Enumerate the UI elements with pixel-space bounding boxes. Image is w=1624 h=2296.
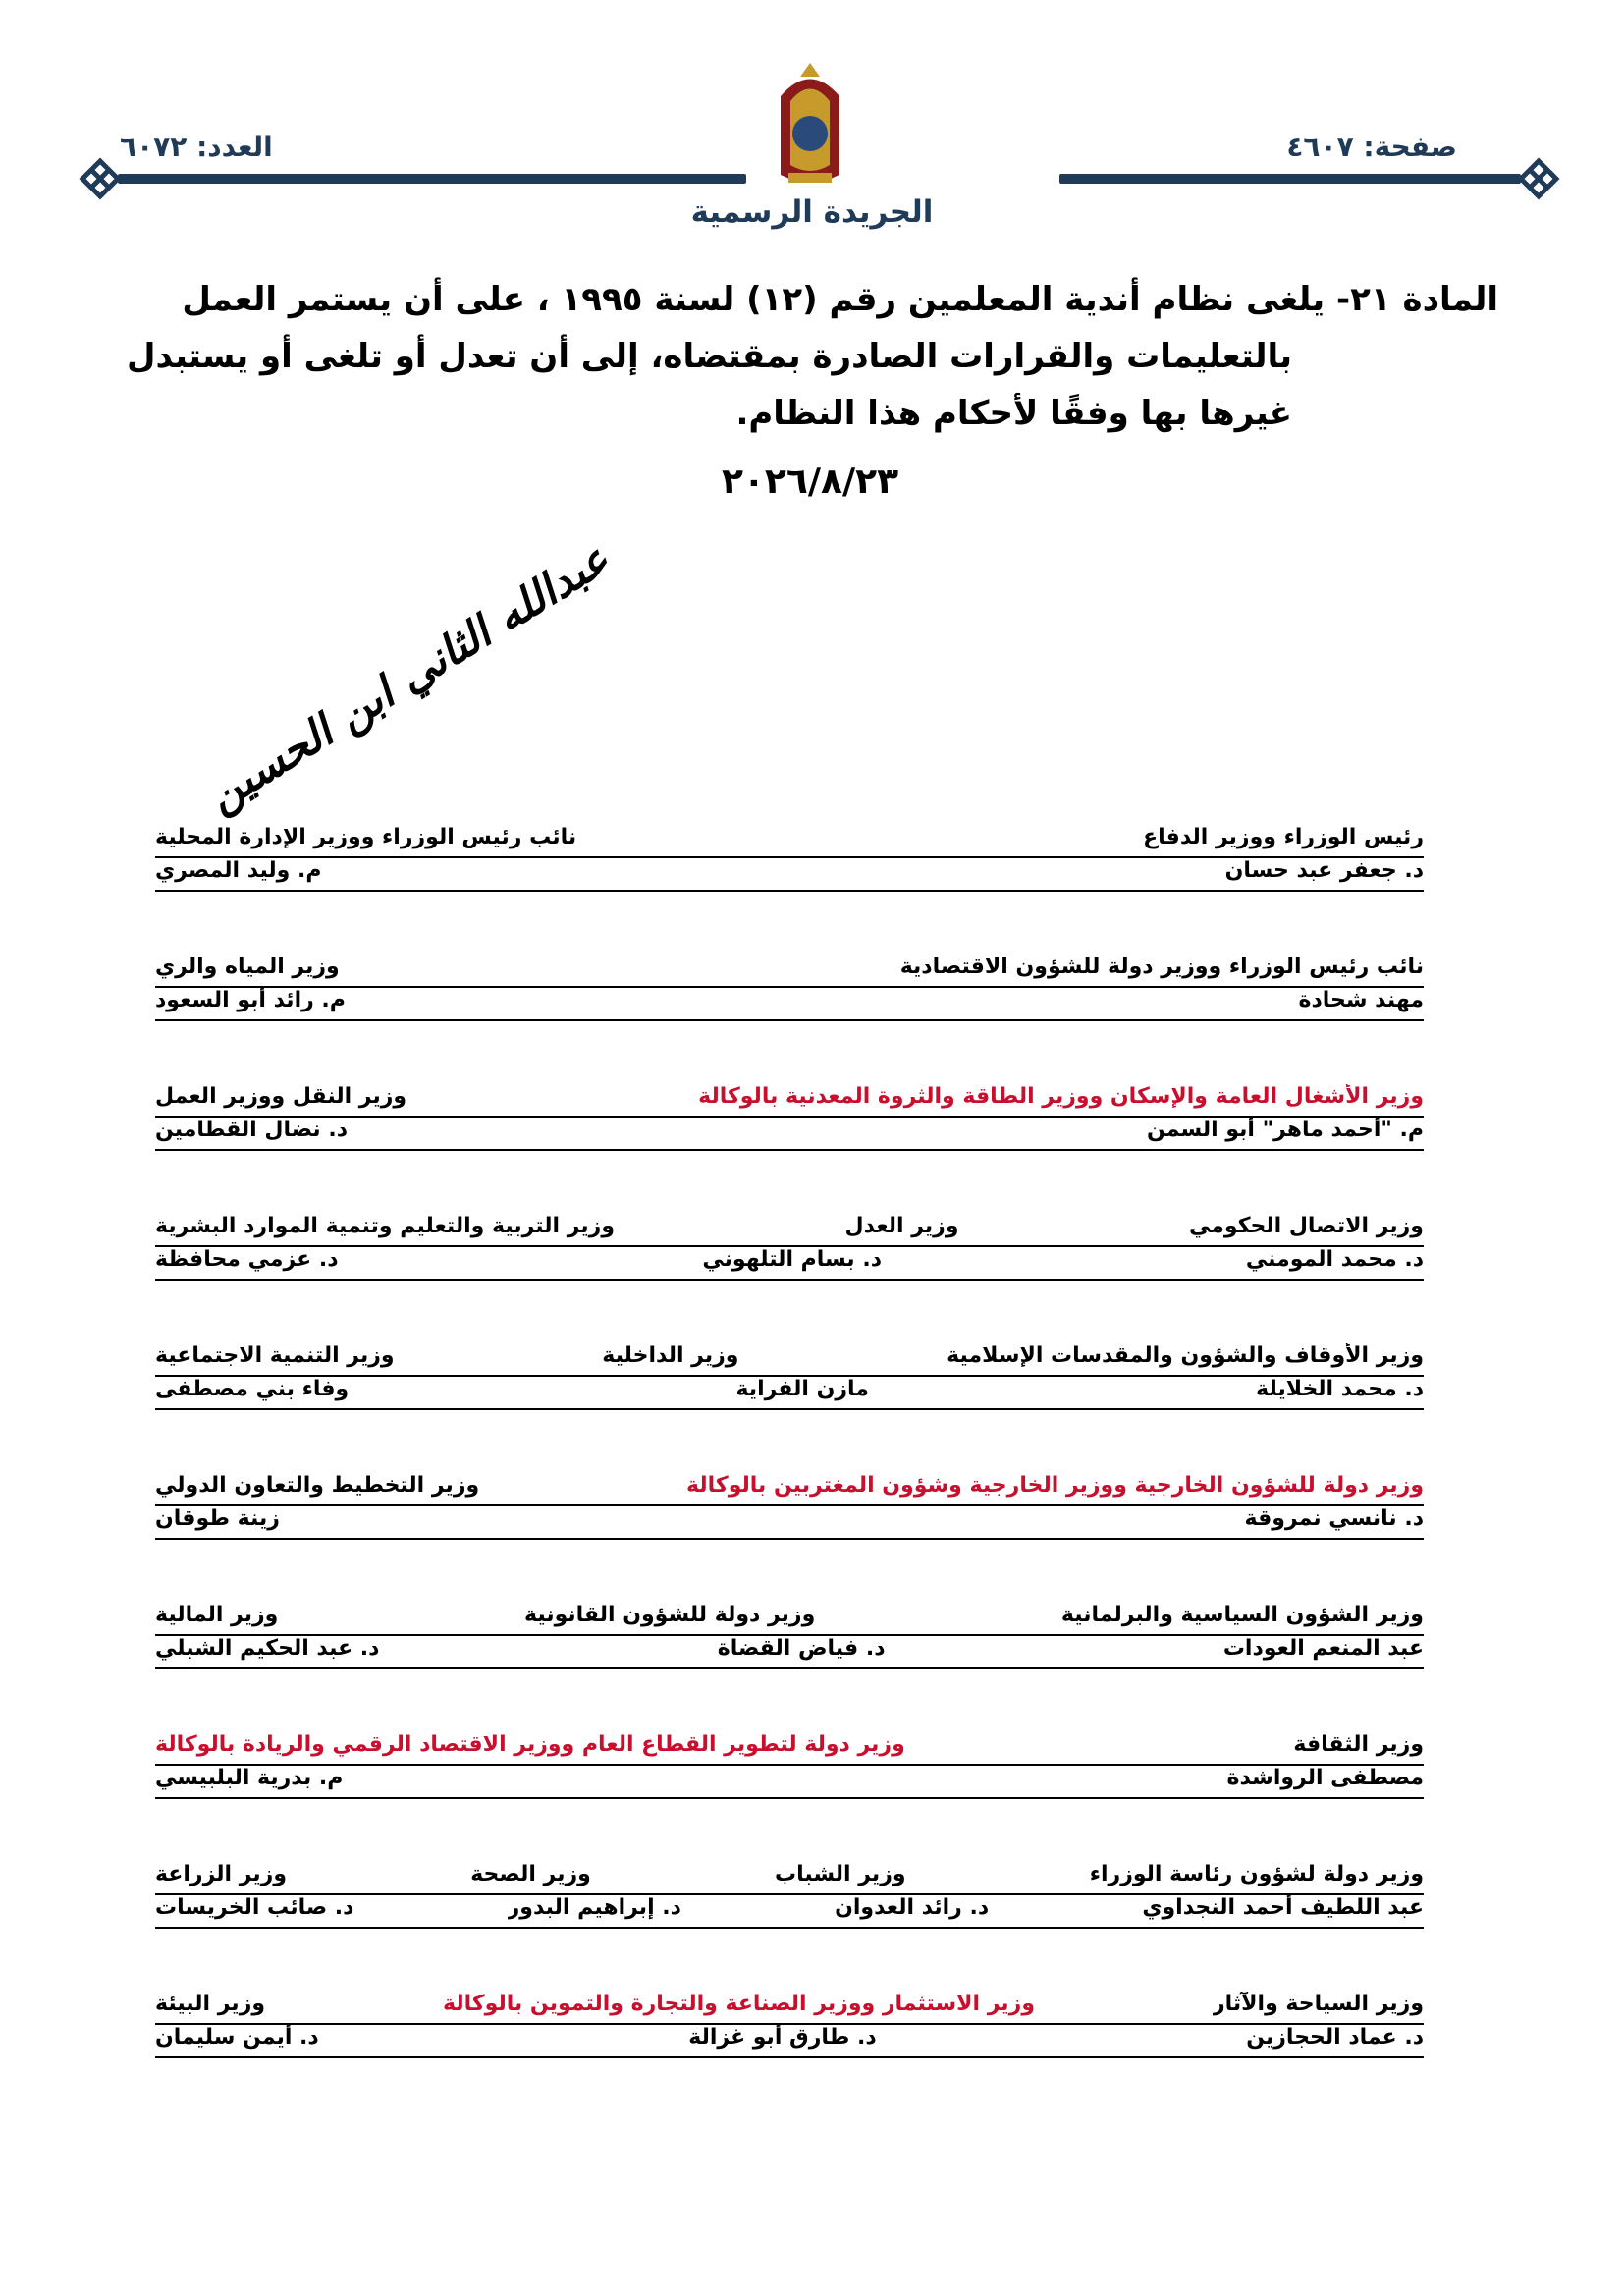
minister-name: د. أيمن سليمان [155, 2025, 319, 2050]
minister-names [155, 858, 1424, 892]
minister-titles [155, 1862, 1424, 1895]
minister-names [155, 1636, 1424, 1669]
minister-title: وزير السياحة والآثار [1212, 1992, 1424, 2016]
minister-title: وزير الشباب [775, 1862, 906, 1886]
minister-name: د. صائب الخريسات [155, 1895, 354, 1920]
minister-title: وزير التنمية الاجتماعية [155, 1343, 395, 1368]
minister-name: د. طارق أبو غزالة [688, 2025, 877, 2050]
minister-title: رئيس الوزراء ووزير الدفاع [1143, 825, 1424, 849]
minister-names [155, 1118, 1424, 1151]
minister-name: د. عبد الحكيم الشبلي [155, 1636, 380, 1661]
minister-names [155, 1895, 1424, 1929]
minister-title: وزير دولة للشؤون القانونية [524, 1603, 816, 1627]
minister-title: وزير دولة لتطوير القطاع العام ووزير الاقتصاد الرقمي والريادة بالوكالة [155, 1732, 905, 1757]
page-number: صفحة: ٤٦٠٧ [1286, 131, 1457, 163]
minister-name: عبد اللطيف أحمد النجداوي [1142, 1895, 1424, 1920]
minister-name: د. نانسي نمروقة [1244, 1506, 1424, 1531]
minister-title: وزير الأشغال العامة والإسكان ووزير الطاقة والثروة المعدنية بالوكالة [698, 1084, 1424, 1109]
minister-title: وزير دولة للشؤون الخارجية ووزير الخارجية وشؤون المغتربين بالوكالة [686, 1473, 1424, 1498]
gazette-title: الجريدة الرسمية [690, 194, 934, 230]
minister-name: د. فياض القضاة [717, 1636, 886, 1661]
minister-title: وزير الداخلية [602, 1343, 739, 1368]
minister-row [155, 1084, 1424, 1151]
minister-titles [155, 1343, 1424, 1377]
header-rule-right [1059, 174, 1521, 184]
minister-title: وزير الصحة [470, 1862, 591, 1886]
minister-titles [155, 1084, 1424, 1118]
minister-title: وزير المالية [155, 1603, 279, 1627]
minister-title: وزير الشؤون السياسية والبرلمانية [1060, 1603, 1424, 1627]
minister-name: زينة طوقان [155, 1506, 280, 1531]
minister-title: وزير الزراعة [155, 1862, 288, 1886]
minister-row [155, 955, 1424, 1021]
minister-titles [155, 1214, 1424, 1247]
minister-titles [155, 1992, 1424, 2025]
page-header [0, 0, 1624, 255]
issue-number: العدد: ٦٠٧٢ [120, 131, 273, 163]
decree-date: ٢٠٢٦/٨/٢٣ [721, 462, 899, 502]
minister-names [155, 1377, 1424, 1410]
minister-titles [155, 1473, 1424, 1506]
minister-name: د. محمد الخلايلة [1256, 1377, 1424, 1401]
minister-title: وزير الاتصال الحكومي [1189, 1214, 1424, 1238]
minister-names [155, 2025, 1424, 2058]
minister-name: م. بدرية البلبيسي [155, 1766, 344, 1790]
minister-row [155, 1732, 1424, 1799]
minister-title: وزير الأوقاف والشؤون والمقدسات الإسلامية [947, 1343, 1424, 1368]
minister-names [155, 988, 1424, 1021]
coat-of-arms-icon [761, 57, 859, 190]
minister-name: عبد المنعم العودات [1222, 1636, 1424, 1661]
minister-title: وزير البيئة [155, 1992, 266, 2016]
minister-title: نائب رئيس الوزراء ووزير الإدارة المحلية [155, 825, 577, 849]
royal-signature: عبدالله الثاني ابن الحسين [198, 533, 619, 823]
minister-row [155, 1862, 1424, 1929]
article-line: المادة ٢١- يلغى نظام أندية المعلمين رقم (١٢) لسنة ١٩٩٥ ، على أن يستمر العمل [182, 280, 1498, 319]
minister-name: وفاء بني مصطفى [155, 1377, 350, 1401]
minister-title: وزير التخطيط والتعاون الدولي [155, 1473, 480, 1498]
article-body [124, 271, 1498, 442]
minister-name: م. "أحمد ماهر" أبو السمن [1146, 1118, 1424, 1142]
minister-title: وزير الثقافة [1293, 1732, 1424, 1757]
article-line: غيرها بها وفقًا لأحكام هذا النظام. [735, 394, 1292, 433]
header-rule-left [118, 174, 746, 184]
article-line: بالتعليمات والقرارات الصادرة بمقتضاه، إلى أن تعدل أو تلغى أو يستبدل [126, 337, 1292, 376]
minister-title: وزير دولة لشؤون رئاسة الوزراء [1089, 1862, 1424, 1886]
minister-titles [155, 825, 1424, 858]
minister-title: نائب رئيس الوزراء ووزير دولة للشؤون الاقتصادية [899, 955, 1424, 979]
minister-titles [155, 1603, 1424, 1636]
minister-names [155, 1506, 1424, 1540]
minister-title: وزير النقل ووزير العمل [155, 1084, 407, 1109]
knot-ornament-right-icon [1517, 157, 1560, 200]
minister-names [155, 1247, 1424, 1281]
minister-titles [155, 955, 1424, 988]
minister-row [155, 1343, 1424, 1410]
minister-row [155, 1992, 1424, 2058]
minister-name: د. إبراهيم البدور [507, 1895, 681, 1920]
knot-ornament-left-icon [79, 157, 122, 200]
minister-row [155, 1603, 1424, 1669]
minister-names [155, 1766, 1424, 1799]
minister-title: وزير العدل [844, 1214, 959, 1238]
minister-name: د. محمد المومني [1245, 1247, 1424, 1272]
minister-title: وزير الاستثمار ووزير الصناعة والتجارة والتموين بالوكالة [443, 1992, 1036, 2016]
minister-name: د. عماد الحجازين [1246, 2025, 1424, 2050]
minister-name: مازن الفراية [735, 1377, 869, 1401]
minister-name: مصطفى الرواشدة [1226, 1766, 1424, 1790]
minister-name: د. جعفر عبد حسان [1224, 858, 1424, 883]
minister-row [155, 1214, 1424, 1281]
minister-name: د. عزمي محافظة [155, 1247, 339, 1272]
minister-name: م. وليد المصري [155, 858, 322, 883]
minister-name: د. نضال القطامين [155, 1118, 348, 1142]
minister-title: وزير المياه والري [155, 955, 340, 979]
minister-name: د. بسام التلهوني [702, 1247, 882, 1272]
minister-name: م. رائد أبو السعود [155, 988, 346, 1012]
minister-titles [155, 1732, 1424, 1766]
minister-name: د. رائد العدوان [835, 1895, 990, 1920]
minister-row [155, 1473, 1424, 1540]
minister-name: مهند شحادة [1298, 988, 1424, 1012]
minister-row [155, 825, 1424, 892]
minister-title: وزير التربية والتعليم وتنمية الموارد البشرية [155, 1214, 616, 1238]
